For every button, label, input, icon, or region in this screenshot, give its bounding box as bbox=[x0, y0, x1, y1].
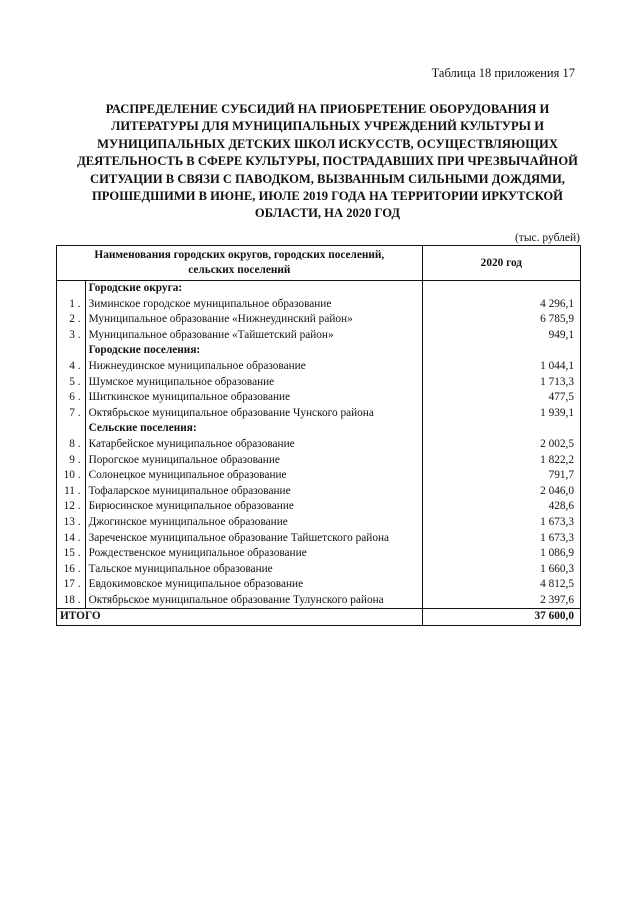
municipality-name: Шумское муниципальное образование bbox=[85, 375, 422, 391]
table-row bbox=[57, 390, 581, 406]
municipality-name: Бирюсинское муниципальное образование bbox=[85, 499, 422, 515]
row-number: 14 . bbox=[57, 531, 86, 547]
title-line: ОБЛАСТИ, НА 2020 ГОД bbox=[254, 206, 401, 221]
total-label: ИТОГО bbox=[57, 609, 423, 626]
row-number: 5 . bbox=[57, 375, 86, 391]
row-number: 10 . bbox=[57, 468, 86, 484]
subsidy-value: 1 673,3 bbox=[422, 531, 580, 547]
row-number: 16 . bbox=[57, 562, 86, 578]
municipality-name: Катарбейское муниципальное образование bbox=[85, 437, 422, 453]
municipality-name: Шиткинское муниципальное образование bbox=[85, 390, 422, 406]
municipality-name: Зареченское муниципальное образование Тайшетского района bbox=[85, 531, 422, 547]
row-number: 17 . bbox=[57, 577, 86, 593]
subsidy-value: 1 660,3 bbox=[422, 562, 580, 578]
subsidy-value: 6 785,9 bbox=[422, 312, 580, 328]
row-number: 6 . bbox=[57, 390, 86, 406]
table-header-row bbox=[57, 246, 581, 281]
title-line: СИТУАЦИИ В СВЯЗИ С ПАВОДКОМ, ВЫЗВАННЫМ СИЛЬНЫМИ ДОЖДЯМИ, bbox=[90, 171, 565, 186]
row-number: 11 . bbox=[57, 484, 86, 500]
subsidy-value: 949,1 bbox=[422, 328, 580, 344]
subsidy-value: 1 713,3 bbox=[422, 375, 580, 391]
subsidy-value: 2 046,0 bbox=[422, 484, 580, 500]
section-title: Городские округа: bbox=[85, 281, 422, 297]
row-number: 18 . bbox=[57, 593, 86, 609]
row-number: 8 . bbox=[57, 437, 86, 453]
subsidy-table bbox=[56, 245, 581, 626]
subsidy-value: 1 822,2 bbox=[422, 453, 580, 469]
table-row bbox=[57, 577, 581, 593]
title-line: РАСПРЕДЕЛЕНИЕ СУБСИДИЙ НА ПРИОБРЕТЕНИЕ ОБОРУДОВАНИЯ И bbox=[105, 102, 550, 116]
section-row bbox=[57, 281, 581, 297]
units-label: (тыс. рублей) bbox=[514, 232, 580, 244]
row-number: 1 . bbox=[57, 297, 86, 313]
subsidy-value: 2 002,5 bbox=[422, 437, 580, 453]
total-value: 37 600,0 bbox=[422, 609, 580, 626]
municipality-name: Солонецкое муниципальное образование bbox=[85, 468, 422, 484]
subsidy-value: 4 296,1 bbox=[422, 297, 580, 313]
table-row bbox=[57, 531, 581, 547]
subsidy-value: 428,6 bbox=[422, 499, 580, 515]
subsidy-value: 1 086,9 bbox=[422, 546, 580, 562]
municipality-name: Тофаларское муниципальное образование bbox=[85, 484, 422, 500]
table-body bbox=[57, 281, 581, 609]
total-row bbox=[57, 609, 581, 626]
table-row bbox=[57, 328, 581, 344]
section-row bbox=[57, 421, 581, 437]
row-number: 3 . bbox=[57, 328, 86, 344]
table-row bbox=[57, 562, 581, 578]
municipality-name: Тальское муниципальное образование bbox=[85, 562, 422, 578]
table-row bbox=[57, 484, 581, 500]
section-title: Городские поселения: bbox=[85, 343, 422, 359]
row-number: 9 . bbox=[57, 453, 86, 469]
municipality-name: Джогинское муниципальное образование bbox=[85, 515, 422, 531]
table-row bbox=[57, 375, 581, 391]
table-row bbox=[57, 297, 581, 313]
table-row bbox=[57, 593, 581, 609]
subsidy-value: 4 812,5 bbox=[422, 577, 580, 593]
row-number: 4 . bbox=[57, 359, 86, 375]
municipality-name: Октябрьское муниципальное образование Тулунского района bbox=[85, 593, 422, 609]
table-row bbox=[57, 515, 581, 531]
table-row bbox=[57, 546, 581, 562]
municipality-name: Муниципальное образование «Нижнеудинский район» bbox=[85, 312, 422, 328]
subsidy-value: 1 044,1 bbox=[422, 359, 580, 375]
subsidy-value bbox=[422, 421, 580, 437]
row-number bbox=[57, 343, 86, 359]
row-number: 12 . bbox=[57, 499, 86, 515]
title-line: МУНИЦИПАЛЬНЫХ ДЕТСКИХ ШКОЛ ИСКУССТВ, ОСУЩЕСТВЛЯЮЩИХ bbox=[97, 136, 558, 151]
row-number: 7 . bbox=[57, 406, 86, 422]
row-number bbox=[57, 281, 86, 297]
subsidy-value bbox=[422, 343, 580, 359]
table-row bbox=[57, 453, 581, 469]
subsidy-value bbox=[422, 281, 580, 297]
subsidy-value: 791,7 bbox=[422, 468, 580, 484]
subsidy-value: 1 939,1 bbox=[422, 406, 580, 422]
municipality-name: Нижнеудинское муниципальное образование bbox=[85, 359, 422, 375]
municipality-name: Октябрьское муниципальное образование Чунского района bbox=[85, 406, 422, 422]
subsidy-value: 477,5 bbox=[422, 390, 580, 406]
section-row bbox=[57, 343, 581, 359]
row-number bbox=[57, 421, 86, 437]
row-number: 13 . bbox=[57, 515, 86, 531]
title-line: ДЕЯТЕЛЬНОСТЬ В СФЕРЕ КУЛЬТУРЫ, ПОСТРАДАВШИХ ПРИ ЧРЕЗВЫЧАЙНОЙ bbox=[77, 154, 578, 169]
table-row bbox=[57, 468, 581, 484]
header-name-line: Наименования городских округов, городских поселений, bbox=[94, 249, 385, 261]
row-number: 15 . bbox=[57, 546, 86, 562]
table-row bbox=[57, 437, 581, 453]
table-row bbox=[57, 312, 581, 328]
municipality-name: Муниципальное образование «Тайшетский район» bbox=[85, 328, 422, 344]
subsidy-value: 1 673,3 bbox=[422, 515, 580, 531]
table-row bbox=[57, 499, 581, 515]
header-name-line: сельских поселений bbox=[188, 264, 291, 276]
header-year-column: 2020 год bbox=[422, 246, 580, 281]
subsidy-value: 2 397,6 bbox=[422, 593, 580, 609]
table-caption: Таблица 18 приложения 17 bbox=[431, 66, 575, 80]
document-title bbox=[40, 101, 615, 223]
municipality-name: Евдокимовское муниципальное образование bbox=[85, 577, 422, 593]
title-line: ПРОШЕДШИМИ В ИЮНЕ, ИЮЛЕ 2019 ГОДА НА ТЕРРИТОРИИ ИРКУТСКОЙ bbox=[92, 189, 563, 204]
municipality-name: Зиминское городское муниципальное образование bbox=[85, 297, 422, 313]
table-row bbox=[57, 406, 581, 422]
title-line: ЛИТЕРАТУРЫ ДЛЯ МУНИЦИПАЛЬНЫХ УЧРЕЖДЕНИЙ КУЛЬТУРЫ И bbox=[110, 119, 544, 134]
header-name-column bbox=[57, 246, 423, 281]
municipality-name: Рождественское муниципальное образование bbox=[85, 546, 422, 562]
municipality-name: Порогское муниципальное образование bbox=[85, 453, 422, 469]
section-title: Сельские поселения: bbox=[85, 421, 422, 437]
table-row bbox=[57, 359, 581, 375]
row-number: 2 . bbox=[57, 312, 86, 328]
